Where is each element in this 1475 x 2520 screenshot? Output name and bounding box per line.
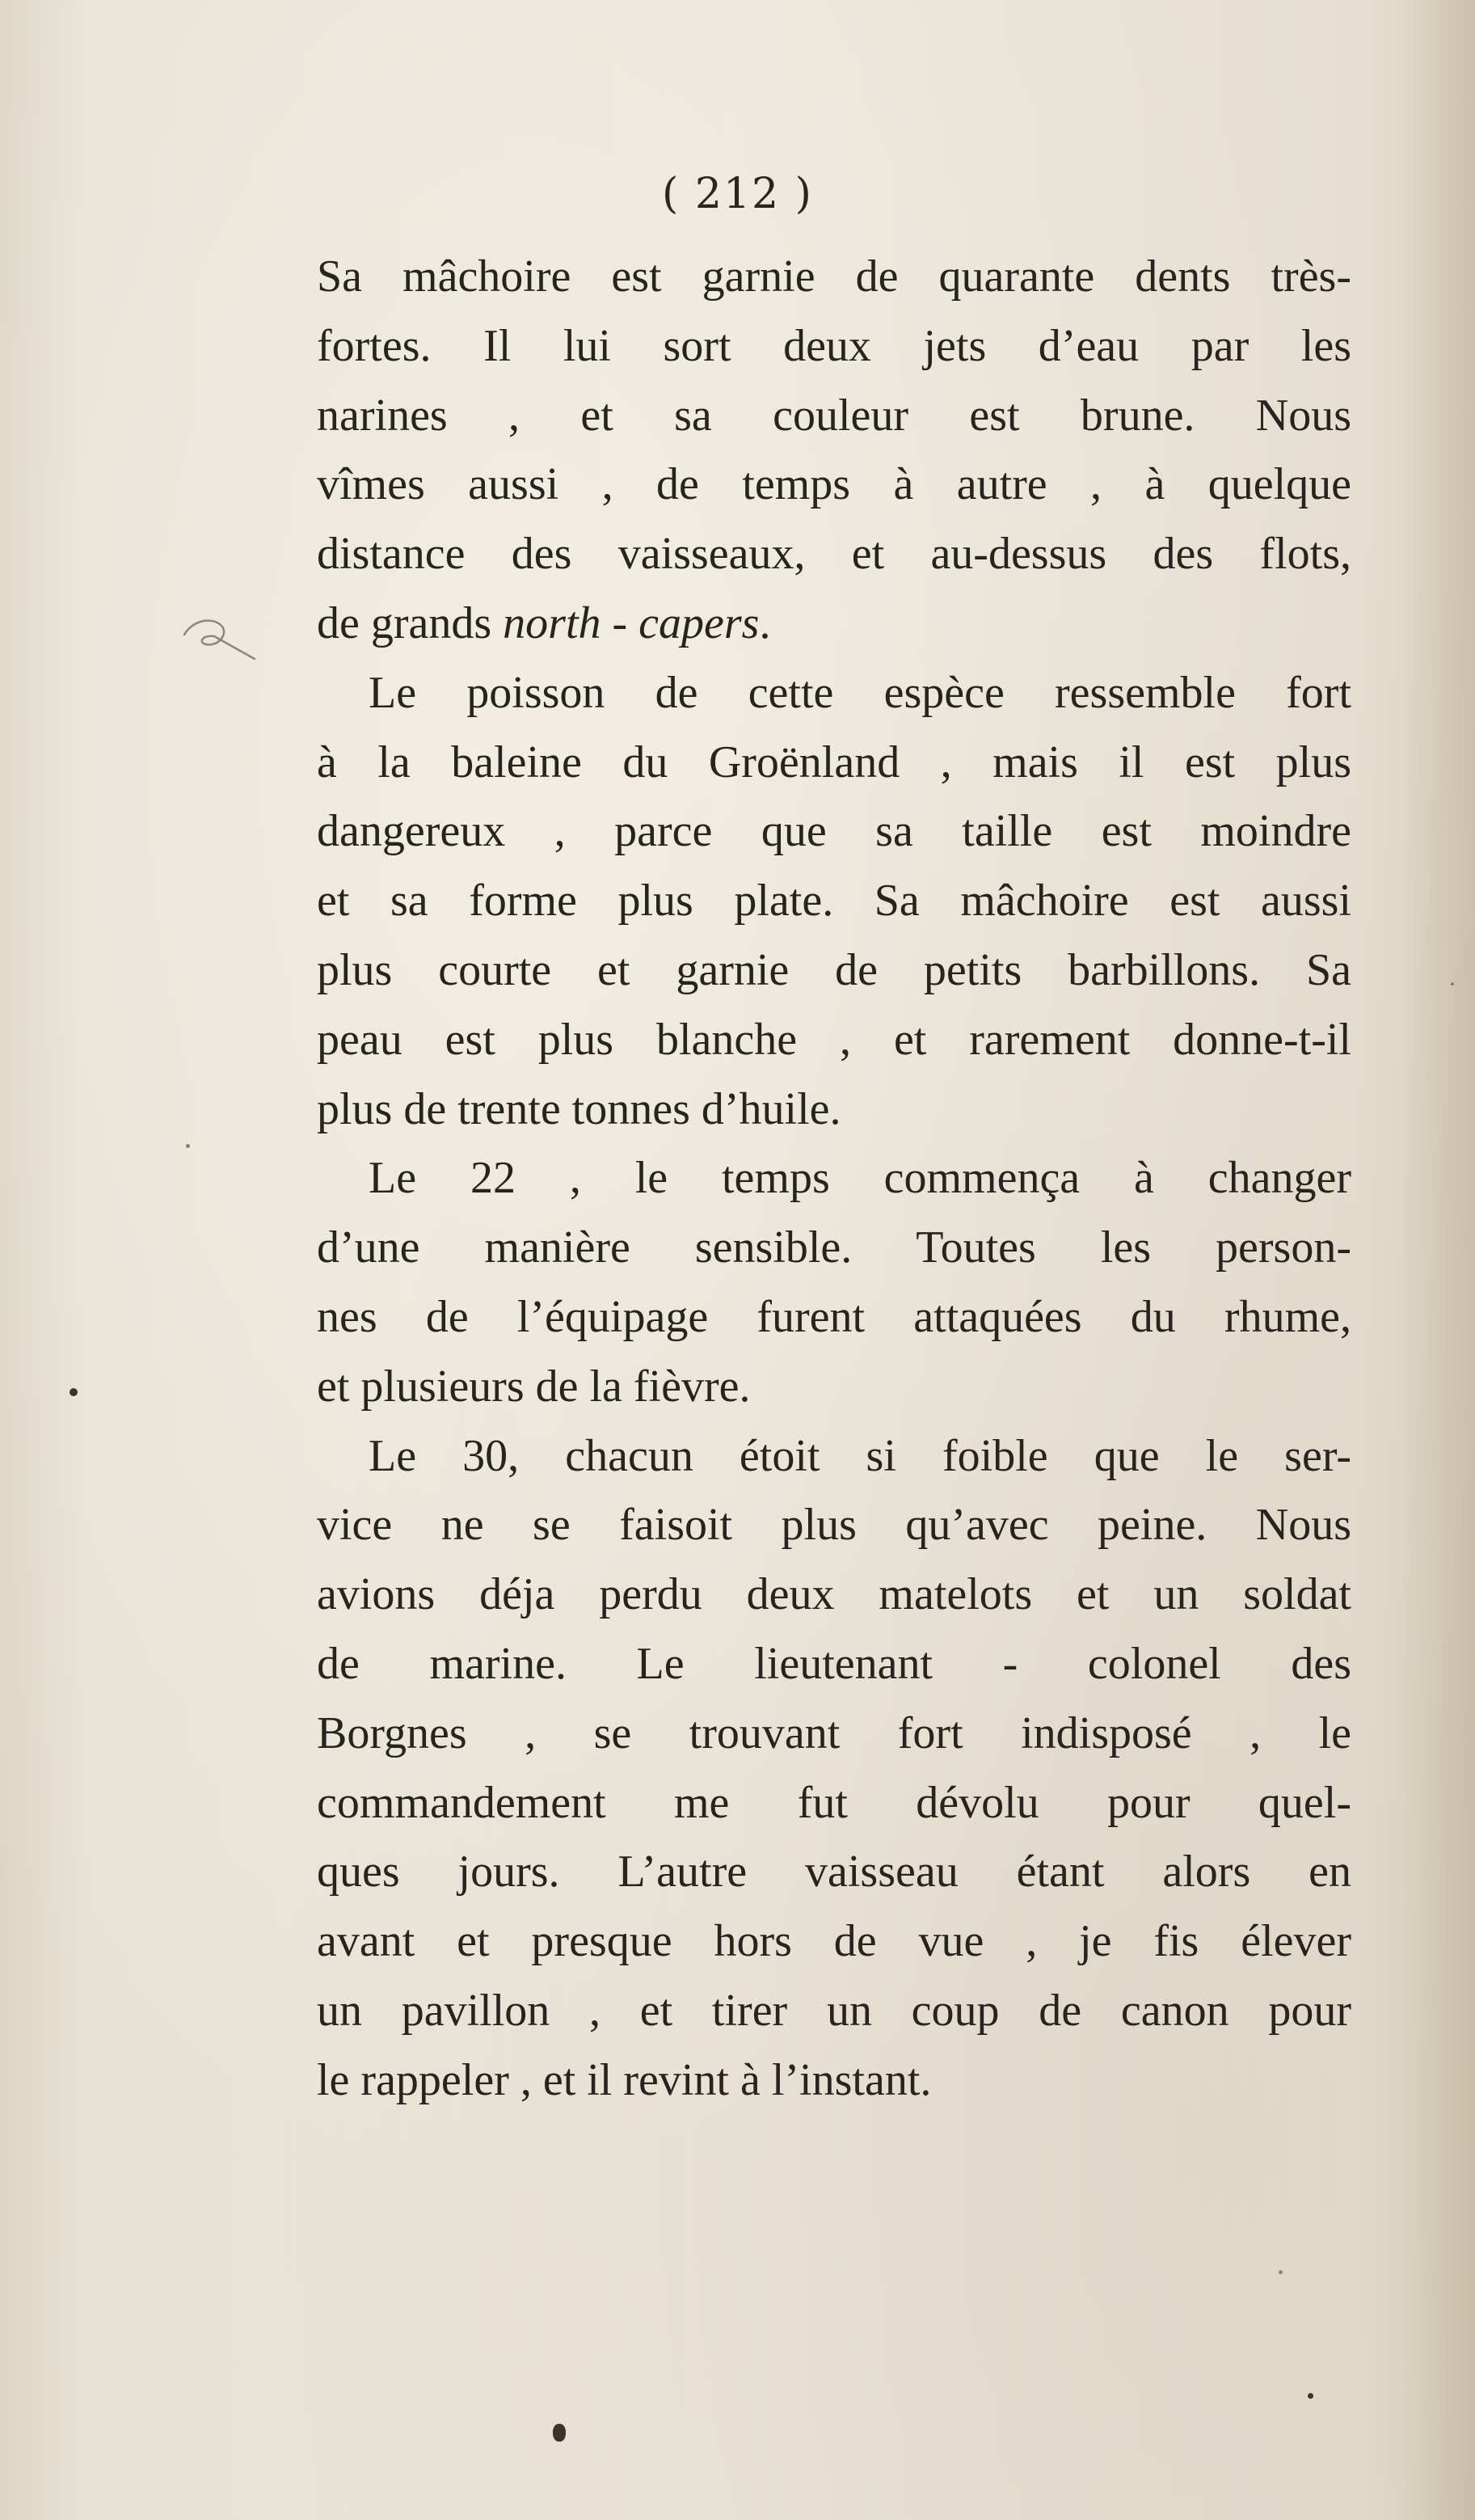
text-line: plus de trente tonnes d’huile. <box>317 1083 841 1134</box>
text-line: commandement me fut dévolu pour quel- <box>317 1777 1351 1828</box>
paper-speck <box>186 1144 190 1148</box>
text-line: vice ne se faisoit plus qu’avec peine. Nous <box>317 1500 1351 1551</box>
paper-speck <box>1279 2270 1283 2274</box>
page-number: ( 212 ) <box>662 170 813 218</box>
text-line: ques jours. L’autre vaisseau étant alors en <box>317 1847 1351 1897</box>
text-line <box>317 589 1351 659</box>
text-segment: . <box>759 597 771 648</box>
text-line: Le 30, chacun étoit si foible que le ser- <box>369 1430 1351 1481</box>
text-line: de marine. Le lieutenant - colonel des <box>317 1638 1351 1689</box>
text-segment: de grands <box>317 597 504 648</box>
text-line: avant et presque hors de vue , je fis élever <box>317 1916 1351 1967</box>
text-line: Le poisson de cette espèce ressemble fort <box>369 667 1351 718</box>
text-line: et plusieurs de la fièvre. <box>317 1361 751 1412</box>
paper-speck <box>70 1388 78 1396</box>
text-line: et sa forme plus plate. Sa mâchoire est aussi <box>317 876 1351 927</box>
text-line: narines , et sa couleur est brune. Nous <box>317 390 1351 441</box>
text-line: fortes. Il lui sort deux jets d’eau par les <box>317 320 1351 371</box>
paper-speck <box>1451 982 1454 986</box>
text-line: nes de l’équipage furent attaquées du rhume, <box>317 1291 1351 1342</box>
text-line: le rappeler , et il revint à l’instant. <box>317 2054 932 2105</box>
text-line: avions déja perdu deux matelots et un soldat <box>317 1569 1351 1620</box>
text-line: un pavillon , et tirer un coup de canon pour <box>317 1985 1351 2036</box>
body-text <box>317 243 1351 2116</box>
paper-speck <box>553 2424 566 2442</box>
text-line: à la baleine du Groënland , mais il est plus <box>317 737 1351 787</box>
text-line: dangereux , parce que sa taille est moindre <box>317 806 1351 857</box>
text-line: distance des vaisseaux, et au-dessus des flots, <box>317 529 1351 580</box>
text-line: peau est plus blanche , et rarement donne-t-il <box>317 1014 1351 1065</box>
paper-speck <box>1308 2393 1313 2399</box>
text-line: d’une manière sensible. Toutes les person- <box>317 1222 1351 1273</box>
page-edge-shadow <box>1402 0 1475 2520</box>
margin-pencil-mark <box>178 602 267 675</box>
text-line: plus courte et garnie de petits barbillons. Sa <box>317 944 1351 995</box>
text-line: Borgnes , se trouvant fort indisposé , le <box>317 1707 1351 1758</box>
text-line: Sa mâchoire est garnie de quarante dents très- <box>317 251 1351 302</box>
text-line: Le 22 , le temps commença à changer <box>369 1153 1351 1204</box>
italic-term: north - capers <box>503 597 760 648</box>
text-line: vîmes aussi , de temps à autre , à quelque <box>317 459 1351 510</box>
